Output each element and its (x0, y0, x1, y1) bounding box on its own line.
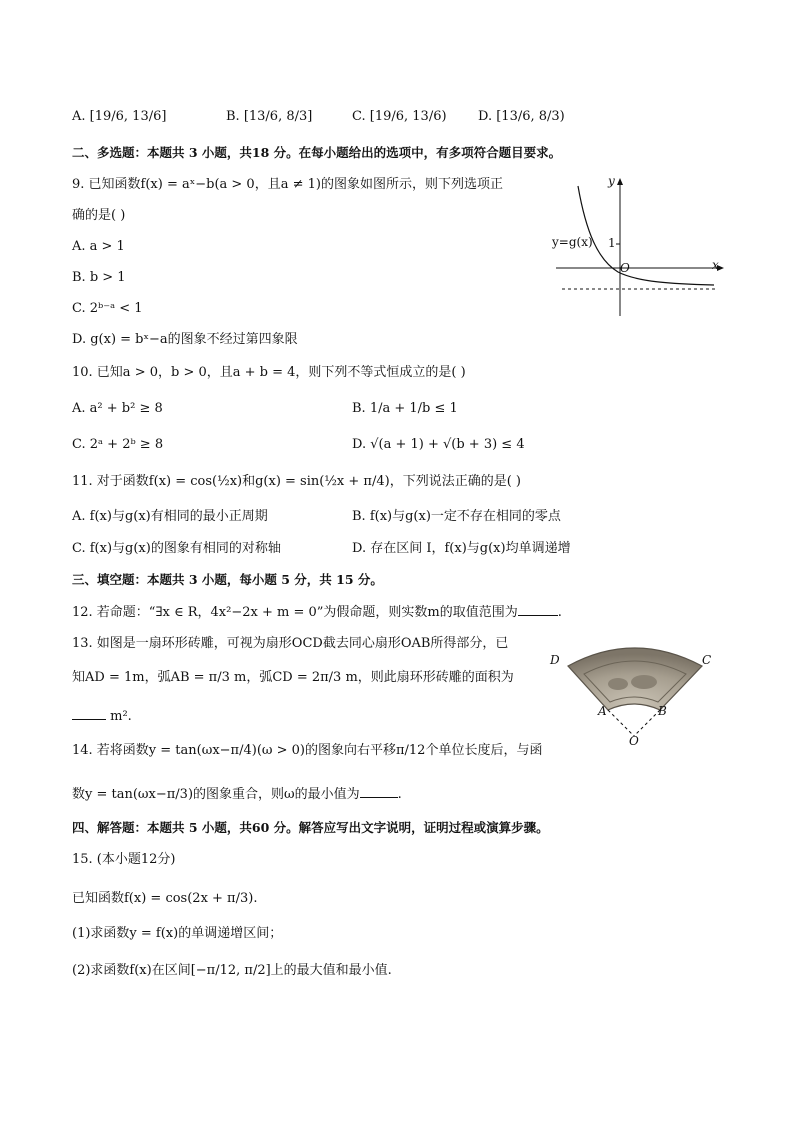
q12-text: 12. 若命题：“∃x ∈ R，4x²−2x + m = 0”为假命题，则实数m的取值范围为 (72, 605, 518, 620)
q14-tail: . (397, 787, 402, 802)
q9-option-c: C. 2ᵇ⁻ᵃ < 1 (72, 301, 143, 316)
q12-answer-blank (518, 603, 558, 616)
q9-option-a: A. a > 1 (72, 239, 125, 254)
q12-line (72, 603, 562, 622)
q13-line2: 知AD = 1m，弧AB = π/3 m，弧CD = 2π/3 m，则此扇环形砖雕的面积为 (72, 670, 514, 685)
q14-text: 数y = tan(ωx−π/3)的图象重合，则ω的最小值为 (72, 787, 360, 802)
q11-option-b: B. f(x)与g(x)一定不存在相同的零点 (352, 509, 561, 524)
graph-curve-label: y=g(x) (552, 235, 593, 249)
graph-origin-label: O (620, 261, 630, 275)
q13-line3 (72, 707, 132, 726)
q13-line1: 13. 如图是一扇环形砖雕，可视为扇形OCD截去同心扇形OAB所得部分，已 (72, 636, 509, 651)
q9-function-graph (552, 172, 728, 320)
q11-option-a: A. f(x)与g(x)有相同的最小正周期 (72, 509, 268, 524)
label-O: O (629, 734, 639, 748)
q13-sector-figure (548, 636, 718, 748)
q10-option-c: C. 2ᵃ + 2ᵇ ≥ 8 (72, 437, 164, 452)
q8-option-d: D. [13/6, 8/3) (478, 109, 565, 124)
q10-option-a: A. a² + b² ≥ 8 (72, 401, 163, 416)
q15-part2: (2)求函数f(x)在区间[−π/12, π/2]上的最大值和最小值. (72, 963, 392, 978)
q15-given: 已知函数f(x) = cos(2x + π/3). (72, 891, 258, 906)
q12-tail: . (557, 605, 562, 620)
q15-header: 15. (本小题12分) (72, 852, 176, 867)
q10-option-b: B. 1/a + 1/b ≤ 1 (352, 401, 458, 416)
q10-stem: 10. 已知a > 0，b > 0，且a + b = 4，则下列不等式恒成立的是( ) (72, 365, 466, 380)
q9-option-d: D. g(x) = bˣ−a的图象不经过第四象限 (72, 332, 298, 347)
q14-line1: 14. 若将函数y = tan(ωx−π/4)(ω > 0)的图象向右平移π/12个单位长度后，与函 (72, 743, 543, 758)
q13-sector-svg (548, 636, 718, 748)
graph-y-label: y (608, 174, 615, 188)
q8-option-a: A. [19/6, 13/6] (72, 109, 167, 124)
label-A: A (598, 704, 607, 718)
q9-stem-line2: 确的是( ) (72, 208, 126, 223)
q8-option-b: B. [13/6, 8/3] (226, 109, 313, 124)
section4-heading: 四、解答题：本题共 5 小题，共60 分。解答应写出文字说明，证明过程或演算步骤。 (72, 820, 549, 835)
q9-stem-line1: 9. 已知函数f(x) = aˣ−b(a > 0，且a ≠ 1)的图象如图所示，则下列选项正 (72, 177, 503, 192)
q14-line2 (72, 785, 402, 804)
label-C: C (702, 653, 712, 667)
section3-heading: 三、填空题：本题共 3 小题，每小题 5 分，共 15 分。 (72, 572, 383, 587)
q10-option-d: D. √(a + 1) + √(b + 3) ≤ 4 (352, 437, 525, 452)
q11-option-c: C. f(x)与g(x)的图象有相同的对称轴 (72, 541, 281, 556)
q13-unit: m². (110, 709, 132, 724)
carving-motif-left (608, 678, 628, 690)
q11-stem: 11. 对于函数f(x) = cos(½x)和g(x) = sin(½x + π/4)，下列说法正确的是( ) (72, 474, 521, 489)
radius-ob (634, 710, 660, 736)
y-axis-arrow-icon (617, 178, 623, 185)
label-D: D (550, 653, 560, 667)
section2-heading: 二、多选题：本题共 3 小题，共18 分。在每小题给出的选项中，有多项符合题目要求。 (72, 145, 562, 160)
q14-answer-blank (360, 785, 398, 798)
q11-option-d: D. 存在区间 I，f(x)与g(x)均单调递增 (352, 541, 571, 556)
carving-motif-right (631, 675, 657, 689)
q8-option-c: C. [19/6, 13/6) (352, 109, 447, 124)
q13-answer-blank (72, 707, 106, 720)
label-B: B (658, 704, 667, 718)
q15-part1: (1)求函数y = f(x)的单调递增区间； (72, 926, 283, 941)
graph-tick-1-label: 1 (608, 236, 616, 250)
radius-oa (608, 710, 634, 736)
q9-option-b: B. b > 1 (72, 270, 126, 285)
graph-x-label: x (712, 258, 719, 272)
curve-g (578, 186, 714, 285)
